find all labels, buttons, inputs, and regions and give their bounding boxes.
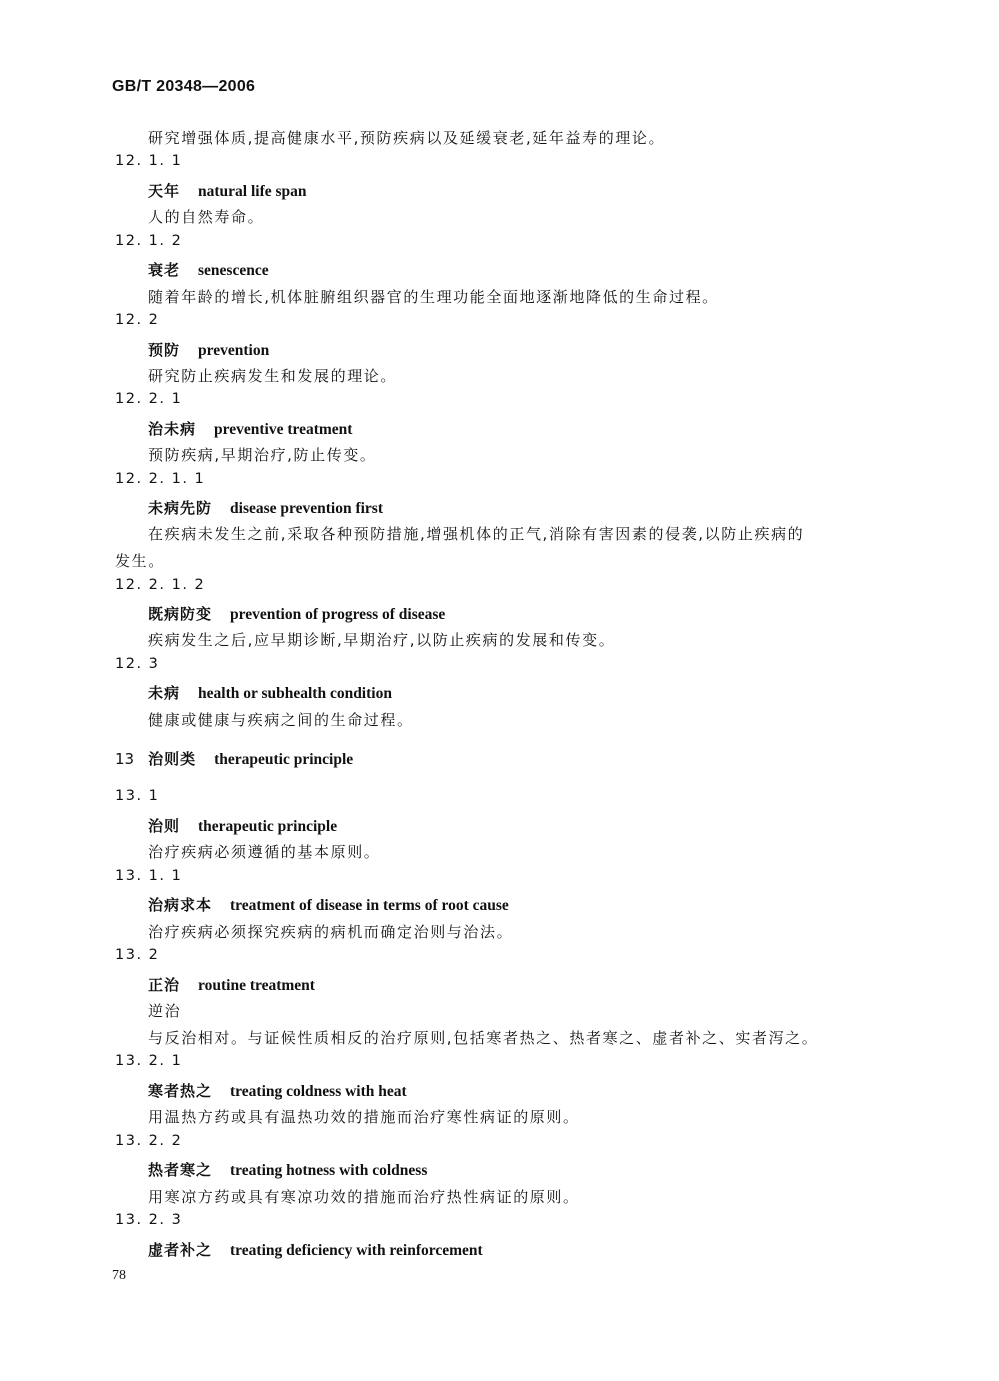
entry-number: 13. 2: [115, 947, 160, 963]
term-heading: [148, 974, 315, 995]
term-zh: 治未病: [148, 420, 197, 438]
page-number: 78: [112, 1268, 126, 1283]
entry-number: 12. 1. 1: [115, 153, 183, 169]
term-heading: [148, 894, 509, 915]
term-en: prevention of progress of disease: [230, 606, 446, 623]
term-heading: [148, 603, 445, 624]
term-synonym: 逆治: [148, 1002, 182, 1020]
term-definition: 用温热方药或具有温热功效的措施而治疗寒性病证的原则。: [148, 1108, 580, 1126]
term-zh: 既病防变: [148, 605, 213, 623]
term-definition: 随着年龄的增长,机体脏腑组织器官的生理功能全面地逐渐地降低的生命过程。: [148, 288, 719, 306]
term-definition: 研究防止疾病发生和发展的理论。: [148, 367, 398, 385]
term-en: disease prevention first: [230, 500, 383, 517]
entry-number: 13. 2. 3: [115, 1212, 183, 1228]
term-heading: [148, 180, 307, 201]
term-zh: 预防: [148, 341, 181, 359]
term-definition: 预防疾病,早期治疗,防止传变。: [148, 446, 377, 464]
section-heading: [115, 748, 353, 769]
term-zh: 正治: [148, 976, 181, 994]
term-en: routine treatment: [198, 977, 315, 994]
term-definition: 治疗疾病必须遵循的基本原则。: [148, 843, 381, 861]
standard-code: GB/T 20348—2006: [112, 78, 256, 95]
term-en: therapeutic principle: [198, 818, 338, 835]
entry-number: 13. 1: [115, 788, 160, 804]
term-heading: [148, 1159, 427, 1180]
term-zh: 热者寒之: [148, 1161, 213, 1179]
term-heading: [148, 259, 269, 280]
term-en: treating hotness with coldness: [230, 1162, 428, 1179]
term-heading: [148, 682, 392, 703]
term-heading: [148, 339, 269, 360]
term-zh: 未病先防: [148, 499, 213, 517]
term-zh: 治病求本: [148, 896, 213, 914]
entry-number: 12. 2. 1: [115, 391, 183, 407]
entry-number: 13. 2. 1: [115, 1053, 183, 1069]
term-definition: 疾病发生之后,应早期诊断,早期治疗,以防止疾病的发展和传变。: [148, 631, 616, 649]
term-en: preventive treatment: [214, 421, 353, 438]
term-zh: 衰老: [148, 261, 181, 279]
term-zh: 未病: [148, 684, 181, 702]
section-title-en: therapeutic principle: [214, 751, 354, 768]
term-definition: 人的自然寿命。: [148, 208, 265, 226]
term-heading: [148, 497, 383, 518]
intro-definition: 研究增强体质,提高健康水平,预防疾病以及延缓衰老,延年益寿的理论。: [148, 129, 666, 147]
section-title-zh: 治则类: [148, 750, 197, 768]
term-definition: 健康或健康与疾病之间的生命过程。: [148, 711, 414, 729]
entry-number: 12. 2: [115, 312, 160, 328]
term-en: prevention: [198, 342, 270, 359]
section-number: 13: [115, 750, 135, 768]
term-zh: 治则: [148, 817, 181, 835]
term-en: natural life span: [198, 183, 307, 200]
term-definition-continuation: 发生。: [115, 552, 165, 570]
term-en: treating coldness with heat: [230, 1083, 407, 1100]
term-definition: 与反治相对。与证候性质相反的治疗原则,包括寒者热之、热者寒之、虚者补之、实者泻之。: [148, 1029, 819, 1047]
entry-number: 12. 2. 1. 2: [115, 577, 206, 593]
term-heading: [148, 418, 352, 439]
term-heading: [148, 1239, 483, 1260]
entry-number: 13. 1. 1: [115, 868, 183, 884]
term-heading: [148, 1080, 407, 1101]
entry-number: 12. 2. 1. 1: [115, 471, 206, 487]
term-en: senescence: [198, 262, 269, 279]
term-zh: 虚者补之: [148, 1241, 213, 1259]
term-definition: 在疾病未发生之前,采取各种预防措施,增强机体的正气,消除有害因素的侵袭,以防止疾病的: [148, 525, 805, 543]
term-zh: 天年: [148, 182, 181, 200]
term-en: health or subhealth condition: [198, 685, 392, 702]
term-definition: 治疗疾病必须探究疾病的病机而确定治则与治法。: [148, 923, 514, 941]
term-heading: [148, 815, 337, 836]
entry-number: 13. 2. 2: [115, 1133, 183, 1149]
term-en: treatment of disease in terms of root cause: [230, 897, 509, 914]
term-zh: 寒者热之: [148, 1082, 213, 1100]
entry-number: 12. 3: [115, 656, 160, 672]
term-definition: 用寒凉方药或具有寒凉功效的措施而治疗热性病证的原则。: [148, 1188, 580, 1206]
term-en: treating deficiency with reinforcement: [230, 1242, 483, 1259]
entry-number: 12. 1. 2: [115, 233, 183, 249]
